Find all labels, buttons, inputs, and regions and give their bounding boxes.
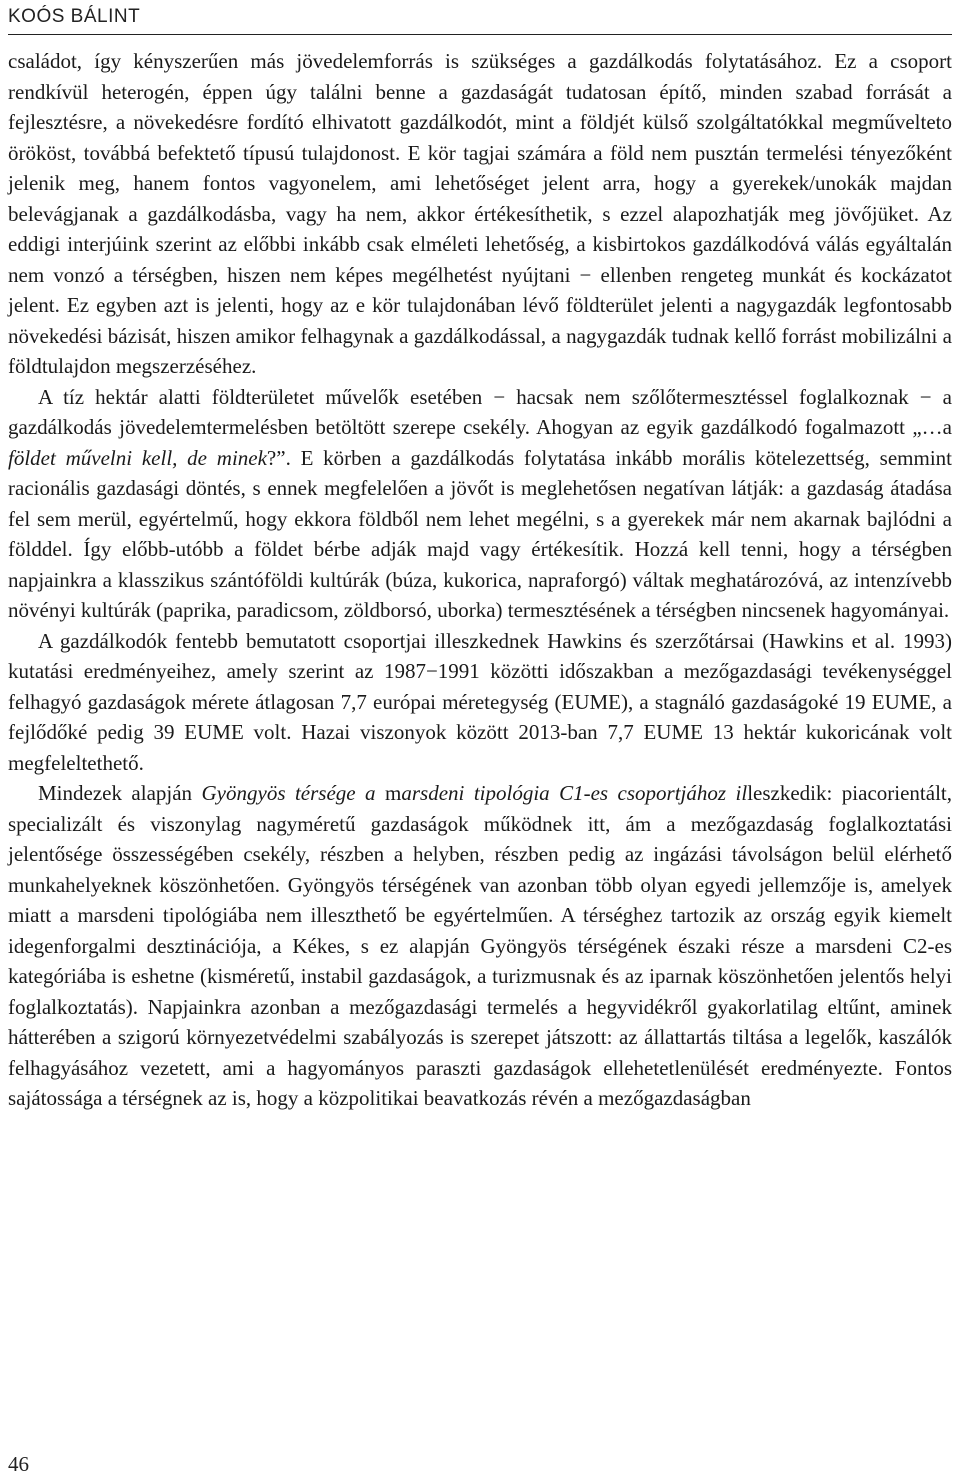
text-segment: A gazdálkodók fentebb bemutatott csoportjai illeszkednek Hawkins és szerzőtársai (Hawkins et al. 1993) kutatási eredményeihez, amely szerint az 1987−1991 közötti időszakban a mezőgazdasági tevékenységgel felhagyó gazdaságok mérete átlagosan 7,7 európai méretegység (EUME), a stagnáló gazdaságoké 19 EUME, a fejlődőké pedig 39 EUME volt. Hazai viszonyok között 2013-ban 7,7 EUME 13 hektár kukoricának volt megfeleltethető. (8, 628, 952, 775)
body-text (8, 46, 952, 1114)
text-segment: Mindezek alapján (38, 781, 202, 805)
text-segment: ?”. E körben a gazdálkodás folytatása inkább morális kötelezettség, semmint racionális gazdasági döntés, s ennek megfelelően a jövőt is meglehetősen negatívan látják: a gazdaság átadása fel sem merül, egyértelmű, hogy ekkora földből nem lehet megélni, s a gyerekek már nem akarnak bajlódni a földdel. Így előbb-utóbb a földet bérbe adják majd vagy értékesítik. Hozzá kell tenni, hogy a térségben napjainkra a klasszikus szántóföldi kultúrák (búza, kukorica, napraforgó) váltak meghatározóvá, az intenzívebb növényi kultúrák (paprika, paradicsom, zöldborsó, uborka) termesztésének a térségben nincsenek hagyományai. (8, 445, 952, 622)
paragraph (8, 626, 952, 779)
header-rule (8, 34, 952, 35)
paragraph (8, 778, 952, 1114)
italic-text-segment: földet művelni kell, de minek (8, 445, 267, 470)
text-segment: családot, így kényszerűen más jövedelemforrás is szükséges a gazdálkodás folytatásához. Ez a csoport rendkívül heterogén, éppen úgy találni benne a gazdaságát tudatosan építő, minden szabad forrását a fejlesztésre, a növekedésre fordító elhivatott gazdálkodót, mint a földjét külső szolgáltatókkal megművelteto örököst, továbbá befektető típusú tulajdonost. E kör tagjai számára a föld nem pusztán termelési tényezőként jelenik meg, hanem fontos vagyonelem, ami lehetőséget jelent arra, hogy a gyerekek/unokák majdan belevágjanak a gazdálkodásba, vagy ha nem, akkor értékesíthetik, s ezzel alapozhatják meg jövőjüket. Az eddigi interjúink szerint az előbbi inkább csak elméleti lehetőség, a kisbirtokos gazdálkodóvá válás egyáltalán nem vonzó a térségben, hiszen nem képes megélhetést nyújtani − ellenben rengeteg munkát és kockázatot jelent. Ez egyben azt is jelenti, hogy az e kör tulajdonában lévő földterület jelenti a nagygazdák legfontosabb növekedési bázisát, hiszen amikor felhagynak a gazdálkodással, a nagygazdák tudnak kellő forrást mobilizálni a földtulajdon megszerzéséhez. (8, 49, 952, 378)
paragraph (8, 382, 952, 626)
italic-text-segment: arsdeni tipológia C1-es csoportjához il (401, 781, 748, 805)
page-number: 46 (8, 1452, 29, 1476)
text-segment: m (385, 781, 402, 805)
running-head-author: KOÓS BÁLINT (8, 6, 141, 27)
italic-text-segment: Gyöngyös térsége a (201, 781, 386, 805)
paragraph (8, 46, 952, 382)
text-segment: A tíz hektár alatti földterületet művelők esetében − hacsak nem szőlőtermesztéssel foglalkoznak − a gazdálkodás jövedelemtermelésben betöltött szerepe csekély. Ahogyan az egyik gazdálkodó fogalmazott „…a (8, 384, 952, 439)
text-segment: leszkedik: piacorientált, specializált és viszonylag nagyméretű gazdaságok működnek itt, ám a mezőgazdaság foglalkoztatási jelentősége összességében csekély, részben a helyben, részben pedig az ingázási távolságon belül elérhető munkahelyeknek köszönhetően. Gyöngyös térségének van azonban több olyan egyedi jellemzője is, amelyek miatt a marsdeni tipológiába nem illeszthető be egyértelműen. A térséghez tartozik az ország egyik kiemelt idegenforgalmi desztinációja, a Kékes, s ez alapján Gyöngyös térségének északi része a marsdeni C2-es kategóriába is eshetne (kisméretű, instabil gazdaságok, a turizmusnak és az iparnak köszönhetően jelentős helyi foglalkoztatás). Napjainkra azonban a mezőgazdasági termelés a hegyvidékről gyakorlatilag eltűnt, aminek hátterében a szigorú környezetvédelmi szabályozás is szerepet játszott: az állattartás tiltása a legelők, kaszálók felhagyásához vezetett, ami a hagyományos paraszti gazdaságok ellehetetlenülését eredményezte. Fontos sajátossága a térségnek az is, hogy a közpolitikai beavatkozás révén a mezőgazdaságban (8, 781, 952, 1110)
